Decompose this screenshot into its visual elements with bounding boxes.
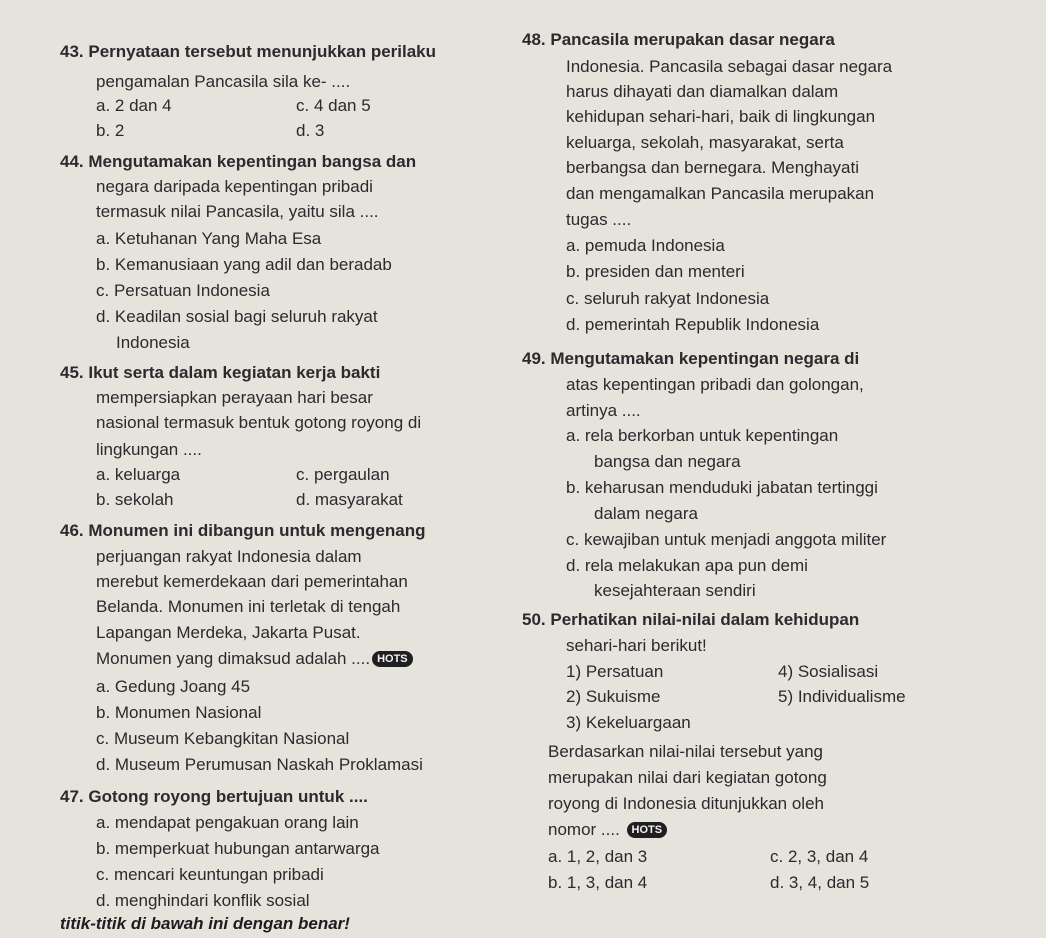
q50-prompt: nomor ....: [548, 820, 620, 839]
q46-text: Belanda. Monumen ini terletak di tengah: [96, 597, 401, 616]
q43-option-c: c. 4 dan 5: [296, 96, 371, 115]
q48-text: tugas ....: [566, 210, 632, 229]
q50-option-a: a. 1, 2, dan 3: [548, 847, 648, 866]
q48-text: Indonesia. Pancasila sebagai dasar negara: [566, 57, 893, 76]
q45-text: mempersiapkan perayaan hari besar: [96, 388, 373, 407]
q49-text: 49. Mengutamakan kepentingan negara di: [522, 349, 860, 368]
q48-text: keluarga, sekolah, masyarakat, serta: [566, 133, 844, 152]
q46-option-c: c. Museum Kebangkitan Nasional: [96, 729, 350, 748]
q50-option-b: b. 1, 3, dan 4: [548, 873, 648, 892]
q49-option-d: d. rela melakukan apa pun demi: [566, 556, 808, 575]
q48-text: berbangsa dan bernegara. Menghayati: [566, 158, 859, 177]
q50-item-3: 3) Kekeluargaan: [566, 713, 691, 732]
q49-text: artinya ....: [566, 401, 641, 420]
q50-item-1: 1) Persatuan: [566, 662, 664, 681]
hots-badge: HOTS: [372, 651, 413, 667]
q46-text: [96, 649, 413, 669]
q43-option-d: d. 3: [296, 121, 325, 140]
q46-option-b: b. Monumen Nasional: [96, 703, 262, 722]
q45-option-a: a. keluarga: [96, 465, 181, 484]
q50-item-4: 4) Sosialisasi: [778, 662, 879, 681]
q48-text: kehidupan sehari-hari, baik di lingkungan: [566, 107, 876, 126]
q44-option-b: b. Kemanusiaan yang adil dan beradab: [96, 255, 392, 274]
q46-text: merebut kemerdekaan dari pemerintahan: [96, 572, 408, 591]
q44-option-d: d. Keadilan sosial bagi seluruh rakyat: [96, 307, 378, 326]
q47-text: 47. Gotong royong bertujuan untuk ....: [60, 787, 368, 806]
q49-text: atas kepentingan pribadi dan golongan,: [566, 375, 864, 394]
q46-text: perjuangan rakyat Indonesia dalam: [96, 547, 362, 566]
q45-option-c: c. pergaulan: [296, 465, 390, 484]
q50-text: 50. Perhatikan nilai-nilai dalam kehidupan: [522, 610, 860, 629]
q47-option-b: b. memperkuat hubungan antarwarga: [96, 839, 380, 858]
q47-option-a: a. mendapat pengakuan orang lain: [96, 813, 359, 832]
q45-option-d: d. masyarakat: [296, 490, 403, 509]
q44-text: termasuk nilai Pancasila, yaitu sila ....: [96, 202, 379, 221]
q50-text: Berdasarkan nilai-nilai tersebut yang: [548, 742, 823, 761]
q48-option-c: c. seluruh rakyat Indonesia: [566, 289, 770, 308]
q44-option-c: c. Persatuan Indonesia: [96, 281, 270, 300]
q47-option-c: c. mencari keuntungan pribadi: [96, 865, 324, 884]
q45-text: nasional termasuk bentuk gotong royong di: [96, 413, 422, 432]
q50-text: royong di Indonesia ditunjukkan oleh: [548, 794, 824, 813]
q50-item-5: 5) Individualisme: [778, 687, 906, 706]
q48-text: 48. Pancasila merupakan dasar negara: [522, 30, 835, 49]
q44-option-d: Indonesia: [116, 333, 190, 352]
q48-option-d: d. pemerintah Republik Indonesia: [566, 315, 820, 334]
q48-text: harus dihayati dan diamalkan dalam: [566, 82, 839, 101]
q43-text: pengamalan Pancasila sila ke- ....: [96, 72, 351, 91]
q43-text: 43. Pernyataan tersebut menunjukkan perilaku: [60, 42, 437, 61]
q50-item-2: 2) Sukuisme: [566, 687, 661, 706]
q45-text: lingkungan ....: [96, 440, 202, 459]
q50-option-c: c. 2, 3, dan 4: [770, 847, 869, 866]
q46-text: 46. Monumen ini dibangun untuk mengenang: [60, 521, 426, 540]
q48-option-b: b. presiden dan menteri: [566, 262, 745, 281]
q45-option-b: b. sekolah: [96, 490, 174, 509]
q49-option-a: bangsa dan negara: [594, 452, 741, 471]
q50-text: [548, 820, 667, 840]
q50-option-d: d. 3, 4, dan 5: [770, 873, 870, 892]
q43-option-b: b. 2: [96, 121, 125, 140]
q45-text: 45. Ikut serta dalam kegiatan kerja bakti: [60, 363, 381, 382]
q49-option-b: b. keharusan menduduki jabatan tertinggi: [566, 478, 878, 497]
q50-text: merupakan nilai dari kegiatan gotong: [548, 768, 827, 787]
q46-option-d: d. Museum Perumusan Naskah Proklamasi: [96, 755, 423, 774]
q49-option-c: c. kewajiban untuk menjadi anggota militer: [566, 530, 887, 549]
q50-text: sehari-hari berikut!: [566, 636, 707, 655]
q43-option-a: a. 2 dan 4: [96, 96, 172, 115]
q44-text: negara daripada kepentingan pribadi: [96, 177, 373, 196]
q47-option-d: d. menghindari konflik sosial: [96, 891, 310, 910]
q49-option-b: dalam negara: [594, 504, 698, 523]
q44-option-a: a. Ketuhanan Yang Maha Esa: [96, 229, 322, 248]
hots-badge: HOTS: [627, 822, 668, 838]
q46-option-a: a. Gedung Joang 45: [96, 677, 251, 696]
q49-option-a: a. rela berkorban untuk kepentingan: [566, 426, 839, 445]
q48-option-a: a. pemuda Indonesia: [566, 236, 725, 255]
q46-prompt: Monumen yang dimaksud adalah ....: [96, 649, 371, 668]
q49-option-d: kesejahteraan sendiri: [594, 581, 756, 600]
q46-text: Lapangan Merdeka, Jakarta Pusat.: [96, 623, 361, 642]
q44-text: 44. Mengutamakan kepentingan bangsa dan: [60, 152, 417, 171]
section-instruction: titik-titik di bawah ini dengan benar!: [60, 914, 350, 933]
q48-text: dan mengamalkan Pancasila merupakan: [566, 184, 875, 203]
